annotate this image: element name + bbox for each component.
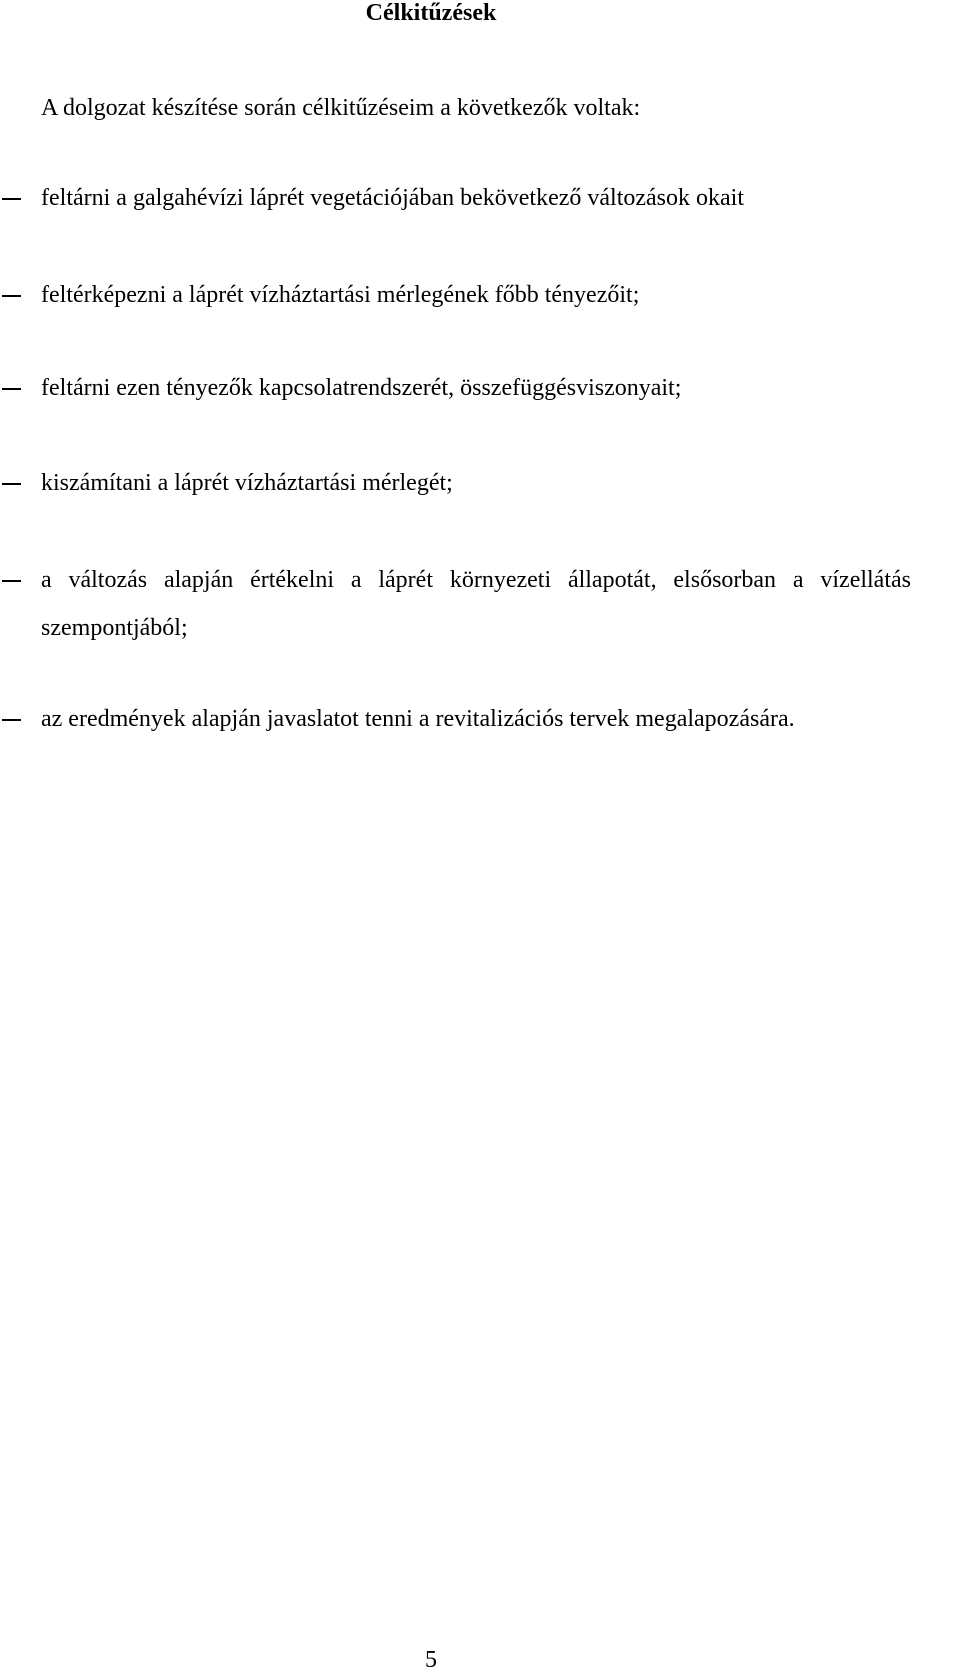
page-title: Célkitűzések: [365, 0, 497, 26]
list-item-text: az eredmények alapján javaslatot tenni a revitalizációs tervek megalapozására.: [41, 706, 795, 732]
list-item-text: feltérképezni a láprét vízháztartási mérlegének főbb tényezőit;: [41, 282, 640, 308]
list-item-text: a változás alapján értékelni a láprét környezeti állapotát, elsősorban a vízellátás szempontjából;: [41, 567, 911, 641]
dash-bullet-icon: [2, 198, 21, 200]
dash-bullet-icon: [2, 388, 21, 390]
dash-bullet-icon: [2, 719, 21, 721]
list-item-text: feltárni a galgahévízi láprét vegetációjában bekövetkező változások okait: [41, 185, 745, 211]
list-item: [0, 468, 940, 498]
list-item: [0, 565, 940, 652]
list-item: [0, 183, 940, 213]
list-item: [0, 280, 940, 310]
page-number: 5: [425, 1647, 437, 1673]
list-item-text: kiszámítani a láprét vízháztartási mérlegét;: [41, 470, 453, 496]
list-item: [0, 373, 940, 403]
list-item-text: feltárni ezen tényezők kapcsolatrendszerét, összefüggésviszonyait;: [41, 375, 682, 401]
intro-paragraph: A dolgozat készítése során célkitűzéseim a következők voltak:: [41, 95, 641, 121]
dash-bullet-icon: [2, 483, 21, 485]
dash-bullet-icon: [2, 295, 21, 297]
list-item: [0, 704, 940, 734]
dash-bullet-icon: [2, 580, 21, 582]
